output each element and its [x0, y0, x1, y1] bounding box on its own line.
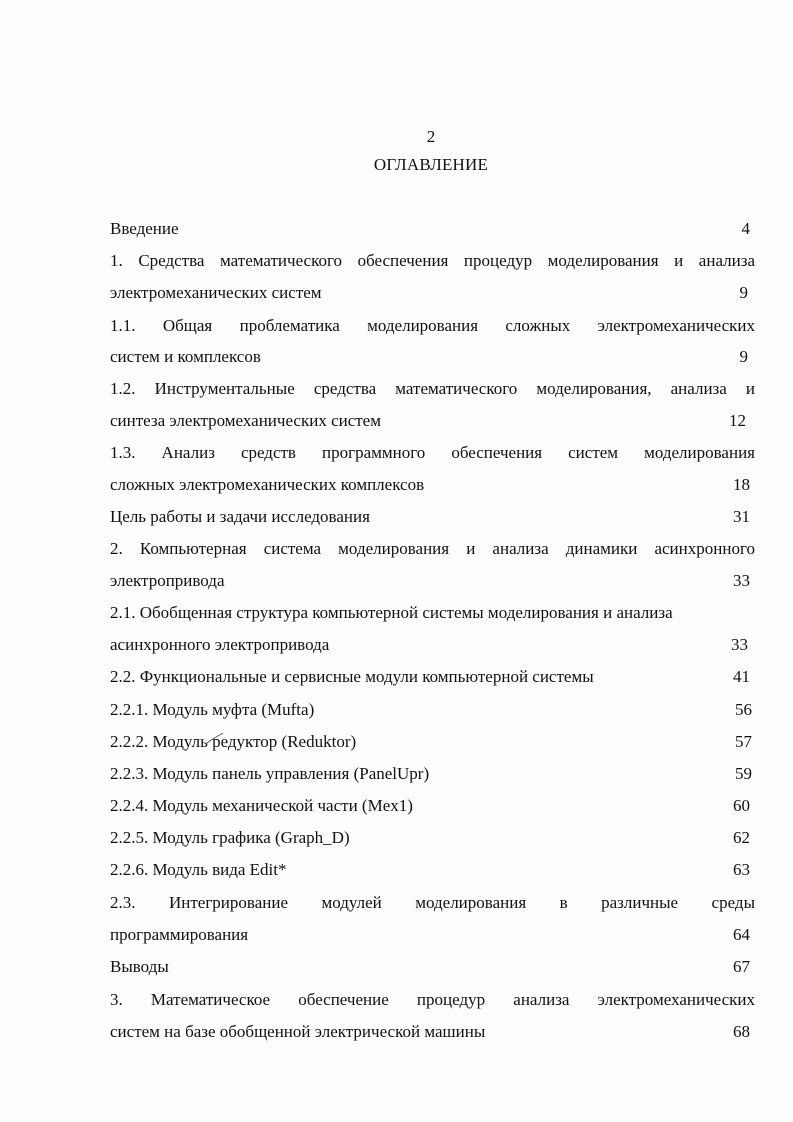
toc-page-number: 56: [735, 700, 752, 719]
toc-entry-text: 3. Математическое обеспечение процедур анализа электромеханических: [110, 990, 755, 1009]
toc-page-number: 31: [733, 507, 750, 526]
toc-page-number: 64: [733, 925, 750, 944]
toc-page-number: 12: [729, 411, 746, 430]
toc-page-number: 18: [733, 475, 750, 494]
toc-entry-text: синтеза электромеханических систем: [110, 411, 381, 430]
toc-entry: [110, 665, 755, 689]
pen-stroke-mark: [205, 731, 225, 745]
toc-entry: [110, 891, 755, 915]
toc-entry-text: 2.2.4. Модуль механической части (Mex1): [110, 796, 413, 815]
toc-entry: [110, 441, 755, 465]
toc-entry-text: 2.3. Интегрирование модулей моделирования в различные среды: [110, 893, 755, 912]
toc-page-number: 9: [739, 347, 748, 366]
toc-entry: [110, 762, 755, 786]
toc-entry-text: 2.2.5. Модуль графика (Graph_D): [110, 828, 350, 847]
toc-entry-text: 2.2. Функциональные и сервисные модули компьютерной системы: [110, 667, 594, 686]
toc-entry-text: систем на базе обобщенной электрической машины: [110, 1022, 486, 1041]
toc-page-number: 33: [733, 571, 750, 590]
toc-page-number: 63: [733, 860, 750, 879]
toc-entry: [110, 794, 755, 818]
toc-entry-text: сложных электромеханических комплексов: [110, 475, 425, 494]
toc-entry-text: систем и комплексов: [110, 347, 261, 366]
toc-entry-text: электромеханических систем: [110, 283, 322, 302]
page-number: 2: [426, 127, 436, 146]
toc-entry-continuation: [110, 281, 755, 305]
toc-page-number: 4: [741, 219, 750, 238]
toc-page-number: 60: [733, 796, 750, 815]
toc-entry-text: программирования: [110, 925, 249, 944]
toc-entry-text: 2.1. Обобщенная структура компьютерной системы моделирования и анализа: [110, 603, 673, 622]
toc-entry-text: 1. Средства математического обеспечения процедур моделирования и анализа: [110, 251, 755, 270]
toc-entry-text: 2. Компьютерная система моделирования и анализа динамики асинхронного: [110, 539, 755, 558]
toc-entry: [110, 377, 755, 401]
toc-entry-text: электропривода: [110, 571, 225, 590]
toc-entry-continuation: [110, 1020, 755, 1044]
toc-entry-text: 2.2.6. Модуль вида Edit*: [110, 860, 287, 879]
toc-entry-text: Введение: [110, 219, 179, 238]
toc-entry-text: 1.2. Инструментальные средства математического моделирования, анализа и: [110, 379, 755, 398]
toc-entry: [110, 249, 755, 273]
toc-entry: [110, 858, 755, 882]
toc-entry-text: 2.2.1. Модуль муфта (Mufta): [110, 700, 315, 719]
toc-entry: [110, 217, 755, 241]
page-title: ОГЛАВЛЕНИЕ: [373, 155, 489, 174]
toc-entry-text: Цель работы и задачи исследования: [110, 507, 370, 526]
toc-entry-continuation: [110, 473, 755, 497]
toc-entry-text: Выводы: [110, 957, 169, 976]
toc-page-number: 9: [739, 283, 748, 302]
toc-entry: [110, 988, 755, 1012]
toc-entry-continuation: [110, 923, 755, 947]
toc-entry-continuation: [110, 633, 755, 657]
toc-entry-continuation: [110, 409, 755, 433]
toc-entry-continuation: [110, 345, 755, 369]
toc-entry: [110, 601, 755, 625]
toc-entry-text: 2.2.3. Модуль панель управления (PanelUpr): [110, 764, 430, 783]
toc-entry: [110, 314, 755, 338]
toc-page-number: 57: [735, 732, 752, 751]
toc-page-number: 67: [733, 957, 750, 976]
toc-entry-text: 2.2.2. Модуль редуктор (Reduktor): [110, 732, 357, 751]
toc-entry: [110, 826, 755, 850]
toc-page-number: 59: [735, 764, 752, 783]
toc-entry: [110, 955, 755, 979]
toc-entry: [110, 505, 755, 529]
toc-entry: [110, 698, 755, 722]
toc-entry-continuation: [110, 569, 755, 593]
toc-entry-text: асинхронного электропривода: [110, 635, 330, 654]
toc-entry-text: 1.1. Общая проблематика моделирования сложных электромеханических: [110, 316, 755, 335]
toc-page-number: 68: [733, 1022, 750, 1041]
toc-page-number: 62: [733, 828, 750, 847]
toc-entry-text: 1.3. Анализ средств программного обеспечения систем моделирования: [110, 443, 755, 462]
toc-entry: [110, 537, 755, 561]
toc-page-number: 33: [731, 635, 748, 654]
toc-page-number: 41: [733, 667, 750, 686]
